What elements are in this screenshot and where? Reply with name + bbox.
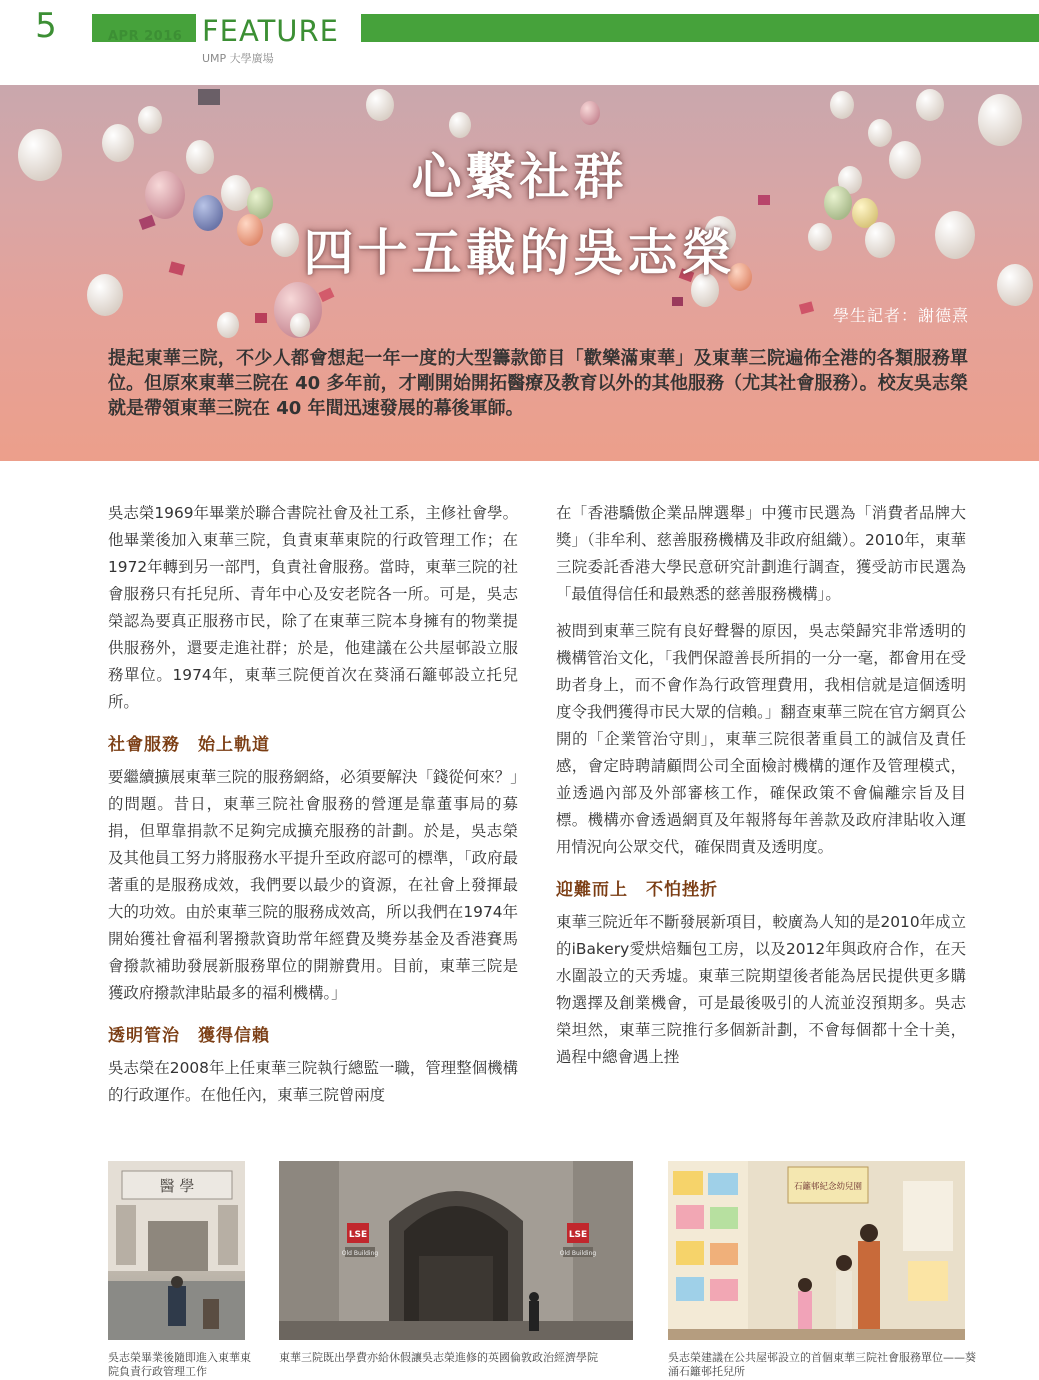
photo-caption-3: 吳志榮建議在公共屋邨設立的首個東華三院社會服務單位——葵涌石籬邨托兒所 [668,1351,976,1378]
balloon [580,101,600,125]
lse-sign-right-sub: Old Building [559,1250,597,1257]
lead-paragraph: 提起東華三院，不少人都會想起一年一度的大型籌款節目「歡樂滿東華」及東華三院遍佈全港的各類服務單位。但原來東華三院在 40 多年前，才剛開始開拓醫療及教育以外的其他服務（尤其社會服務）。校友吳志榮就是帶領東華三院在 40 年間迅速發展的幕後軍師。 [108,348,968,419]
subheading: 社會服務 始上軌道 [108,735,270,755]
lse-sign-left: LSE [348,1230,368,1240]
balloon [449,112,471,138]
floating-card [672,297,683,306]
balloon [290,313,310,337]
paragraph: 被問到東華三院有良好聲譽的原因，吳志榮歸究非常透明的機構管治文化，「我們保證善長所捐的一分一毫，都會用在受助者身上，而不會作為行政管理費用，我相信就是這個透明度令我們獲得市民大眾的信賴。」翻查東華三院在官方網頁公開的「企業管治守則」，東華三院很著重員工的誠信及責任感，會定時聘請顧問公司全面檢討機構的運作及管理模式，並透過內部及外部審核工作，確保政策不會偏離宗旨及目標。機構亦會透過網頁及年報將每年善款及政府津貼收入運用情況向公眾交代，確保問責及透明度。 [556,622,966,856]
article-title-line2: 四十五載的吳志榮 [303,224,736,282]
floating-card [255,313,267,323]
floating-card [318,288,334,303]
photo-nursery [668,1161,965,1340]
issue-date: APR 2016 [108,29,183,44]
lse-sign-left-sub: Old Building [341,1250,379,1257]
subheading: 迎難而上 不怕挫折 [556,880,718,900]
paragraph: 要繼續擴展東華三院的服務網絡，必須要解決「錢從何來？」的問題。昔日，東華三院社會服務的營運是靠董事局的募捐，但單靠捐款不足夠完成擴充服務的計劃。於是，吳志榮及其他員工努力將服務水平提升至政府認可的標準，「政府最著重的是服務成效，我們要以最少的資源，在社會上發揮最大的功效。由於東華三院的服務成效高，所以我們在1974年開始獲社會福利署撥款資助常年經費及獎券基金及香港賽馬會撥款補助發展新服務單位的開辦費用。目前，東華三院是獲政府撥款津貼最多的福利機構。」 [108,768,518,1002]
publication-name: UMP 大學廣場 [202,52,274,65]
paragraph: 東華三院近年不斷發展新項目，較廣為人知的是2010年成立的iBakery愛烘焙麵包工房，以及2012年與政府合作，在天水圍設立的天秀墟。東華三院期望後者能為居民提供更多購物選擇及創業機會，可是最後吸引的人流並沒預期多。吳志榮坦然，東華三院推行多個新計劃，不會每個都十全十美，過程中總會遇上挫 [556,913,966,1066]
section-title: FEATURE [196,14,361,44]
paragraph: 吳志榮在2008年上任東華三院執行總監一職，管理整個機構的行政運作。在他任內，東華三院曾兩度 [108,1059,518,1104]
floating-card [799,301,814,314]
reporter-byline: 學生記者：謝德熹 [832,306,969,325]
nursery-sign-text: 石籬邨紀念幼兒園 [793,1182,863,1192]
photo-hospital-entrance [108,1161,245,1340]
paragraph: 在「香港驕傲企業品牌選舉」中獲市民選為「消費者品牌大獎」（非牟利、慈善服務機構及非政府組織）。2010年，東華三院委託香港大學民意研究計劃進行調查，獲受訪市民選為「最值得信任和最熟悉的慈善服務機構」。 [556,504,966,603]
building-sign-text: 醫 學 [159,1177,195,1195]
subheading: 透明管治 獲得信賴 [108,1026,270,1046]
right-column [556,500,966,1081]
page-number: 5 [0,8,92,44]
floating-card [198,89,220,105]
photo-caption-2: 東華三院既出學費亦給休假讓吳志榮進修的英國倫敦政治經濟學院 [279,1351,598,1364]
balloon [366,89,394,121]
photo-lse-building [279,1161,633,1340]
photo-caption-1: 吳志榮畢業後隨即進入東華東院負責行政管理工作 [108,1351,251,1378]
balloon [916,89,944,121]
balloon [217,312,239,338]
article-title-line1: 心繫社群 [411,148,628,206]
balloon [830,91,854,119]
hero-banner [0,85,1039,461]
left-column [108,500,518,1119]
lse-sign-right: LSE [568,1230,588,1240]
balloon [138,106,162,134]
paragraph: 吳志榮1969年畢業於聯合書院社會及社工系，主修社會學。他畢業後加入東華三院，負責東華東院的行政管理工作；在1972年轉到另一部門，負責社會服務。當時，東華三院的社會服務只有托兒所、青年中心及安老院各一所。可是，吳志榮認為要真正服務市民，除了在東華三院本身擁有的物業提供服務外，還要走進社群；於是，他建議在公共屋邨設立服務單位。1974年，東華三院便首次在葵涌石籬邨設立托兒所。 [108,504,518,711]
